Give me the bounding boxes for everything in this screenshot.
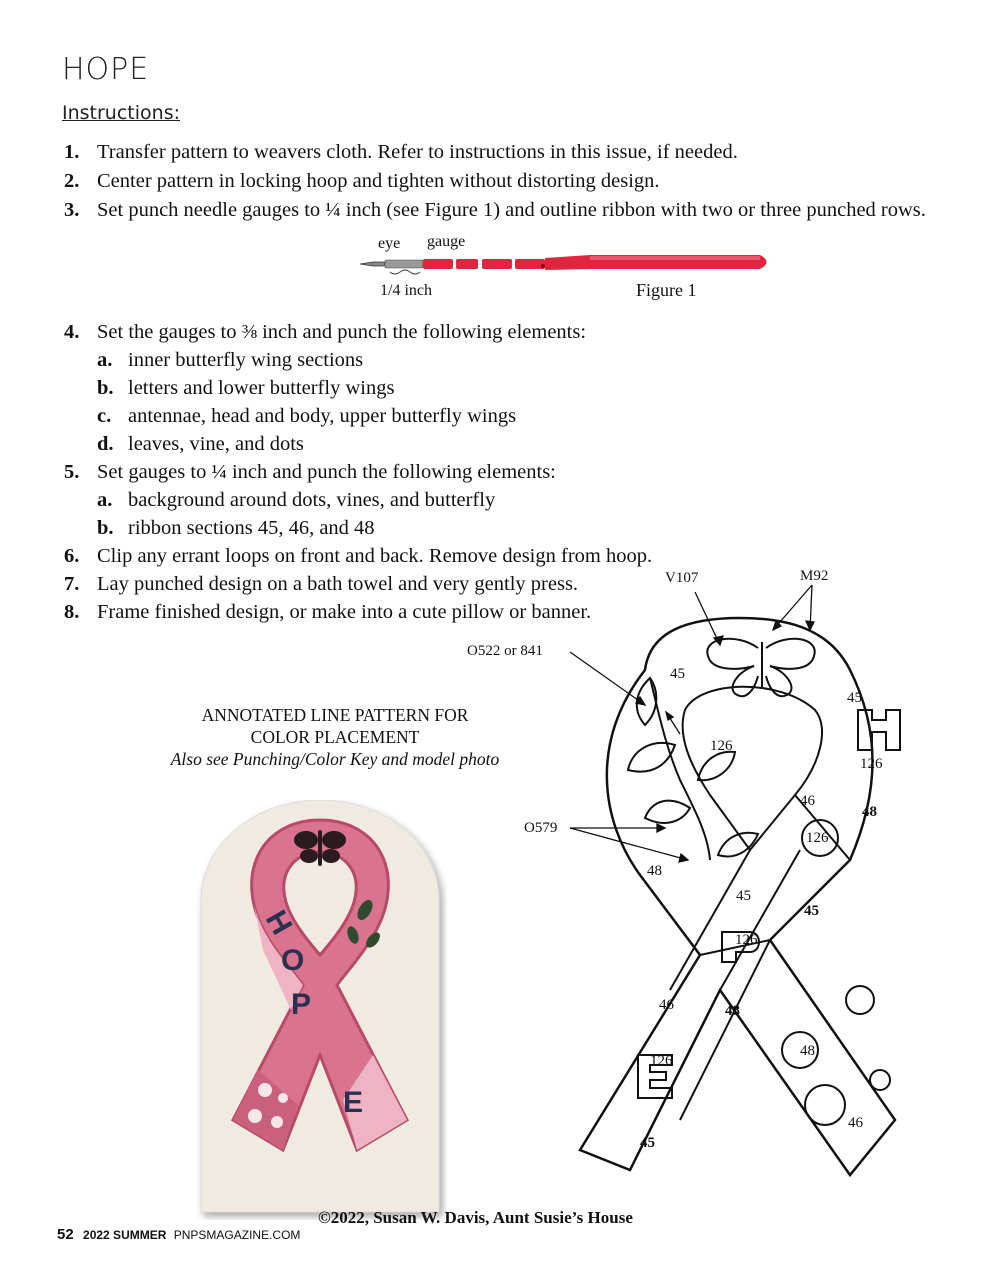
label-46-right: 46 [848, 1115, 863, 1131]
label-v107: V107 [665, 570, 699, 586]
svg-text:O: O [281, 944, 305, 977]
figure-measure-label: 1/4 inch [380, 282, 432, 299]
label-45-mid: 45 [736, 888, 751, 904]
label-126-butterfly: 126 [710, 738, 733, 754]
svg-text:E: E [343, 1086, 364, 1119]
site-label: PNPSMAGAZINE.COM [173, 1228, 301, 1242]
label-o579: O579 [524, 820, 558, 836]
model-photo [193, 800, 447, 1220]
label-48-dot: 48 [800, 1043, 815, 1059]
label-46-upper: 46 [800, 793, 815, 809]
svg-text:H: H [258, 905, 299, 941]
page-title: HOPE [62, 52, 150, 87]
caption-line-3: Also see Punching/Color Key and model photo [170, 749, 500, 769]
figure-caption: Figure 1 [636, 280, 697, 300]
label-126-p: 126 [735, 932, 758, 948]
label-48-mid: 48 [725, 1003, 740, 1019]
figure-eye-label: eye [378, 235, 401, 252]
label-45-bottom: 45 [640, 1135, 655, 1151]
copyright-line: ©2022, Susan W. Davis, Aunt Susie’s House [318, 1208, 633, 1227]
label-126-e: 126 [650, 1053, 673, 1069]
label-45-right: 45 [847, 690, 862, 706]
label-o522: O522 or 841 [467, 643, 543, 659]
figure-1 [355, 230, 775, 310]
page-footer [57, 1226, 300, 1243]
instructions-heading: Instructions: [62, 102, 180, 124]
label-126-o: 126 [806, 830, 829, 846]
figure-gauge-label: gauge [427, 233, 466, 250]
annotated-line-pattern [440, 560, 910, 1200]
caption-line-2: COLOR PLACEMENT [250, 727, 420, 747]
label-48-left: 48 [647, 863, 662, 879]
label-126-h: 126 [860, 756, 883, 772]
svg-text:P: P [291, 988, 312, 1021]
label-45-top: 45 [670, 666, 685, 682]
label-48-upper: 48 [862, 804, 877, 820]
label-m92: M92 [800, 568, 829, 584]
caption-line-1: ANNOTATED LINE PATTERN FOR [201, 705, 469, 725]
issue-label: 2022 SUMMER [83, 1228, 167, 1242]
label-46-left: 46 [659, 997, 674, 1013]
page-number: 52 [57, 1226, 74, 1243]
label-45-mid-bold: 45 [804, 903, 819, 919]
